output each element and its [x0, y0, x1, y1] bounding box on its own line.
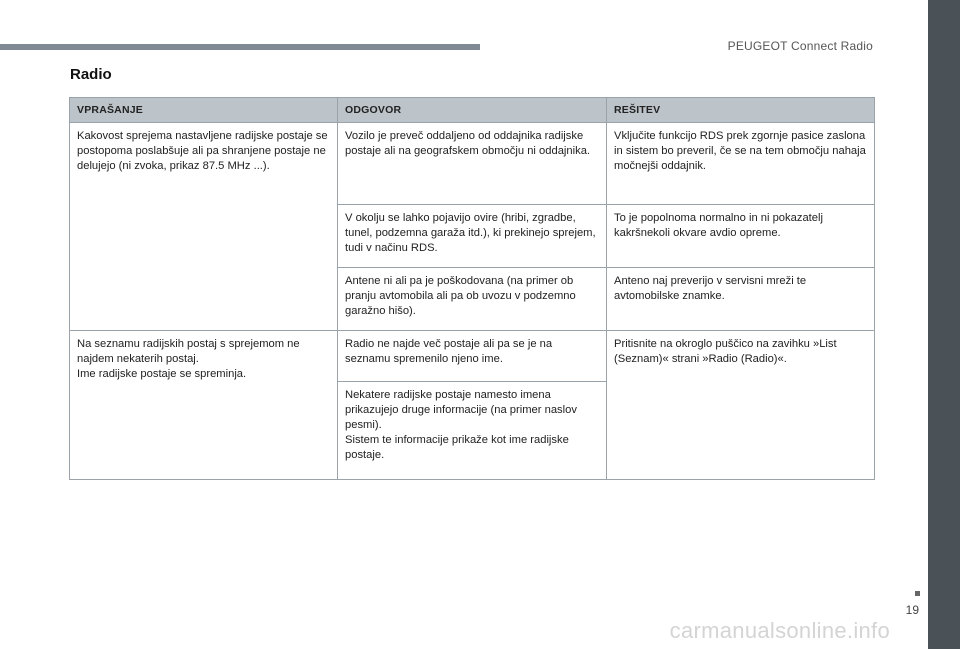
answer-line: Nekatere radijske postaje namesto imena prikazujejo druge informacije (na primer naslov pesmi). — [345, 389, 577, 431]
question-cell: Kakovost sprejema nastavljene radijske postaje se postopoma poslabšuje ali pa shranjene postaje ne delujejo (ni zvoka, prikaz 87.5 MHz ...). — [70, 123, 338, 331]
answer-cell — [338, 382, 607, 480]
question-cell — [70, 331, 338, 480]
solution-cell: Vključite funkcijo RDS prek zgornje pasice zaslona in sistem bo preveril, če se na tem območju nahaja močnejši oddajnik. — [607, 123, 875, 205]
table-header-row — [70, 98, 875, 123]
answer-cell: Vozilo je preveč oddaljeno od oddajnika radijske postaje ali na geografskem območju ni oddajnika. — [338, 123, 607, 205]
section-title: Radio — [70, 66, 112, 83]
solution-cell: Pritisnite na okroglo puščico na zavihku »List (Seznam)« strani »Radio (Radio)«. — [607, 331, 875, 480]
question-line: Ime radijske postaje se spreminja. — [77, 368, 247, 380]
page-number: 19 — [905, 603, 919, 617]
solution-cell: Anteno naj preverijo v servisni mreži te avtomobilske znamke. — [607, 268, 875, 331]
answer-cell: V okolju se lahko pojavijo ovire (hribi, zgradbe, tunel, podzemna garaža itd.), ki prekinejo sprejem, tudi v načinu RDS. — [338, 205, 607, 268]
column-header-answer: ODGOVOR — [338, 98, 607, 123]
table-row — [70, 331, 875, 382]
column-header-solution: REŠITEV — [607, 98, 875, 123]
watermark: carmanualsonline.info — [669, 618, 890, 643]
side-strip — [928, 0, 960, 649]
solution-cell: To je popolnoma normalno in ni pokazatelj kakršnekoli okvare avdio opreme. — [607, 205, 875, 268]
header-accent-bar — [0, 44, 480, 50]
faq-table — [69, 97, 875, 480]
header-title: PEUGEOT Connect Radio — [727, 39, 873, 53]
question-line: Na seznamu radijskih postaj s sprejemom ne najdem nekaterih postaj. — [77, 338, 300, 365]
table-row — [70, 123, 875, 205]
answer-cell: Antene ni ali pa je poškodovana (na primer ob pranju avtomobila ali pa ob uvozu v podzemno garažno hišo). — [338, 268, 607, 331]
answer-cell: Radio ne najde več postaje ali pa se je na seznamu spremenilo njeno ime. — [338, 331, 607, 382]
column-header-question: VPRAŠANJE — [70, 98, 338, 123]
answer-line: Sistem te informacije prikaže kot ime radijske postaje. — [345, 434, 569, 461]
page-marker-dot — [915, 591, 920, 596]
